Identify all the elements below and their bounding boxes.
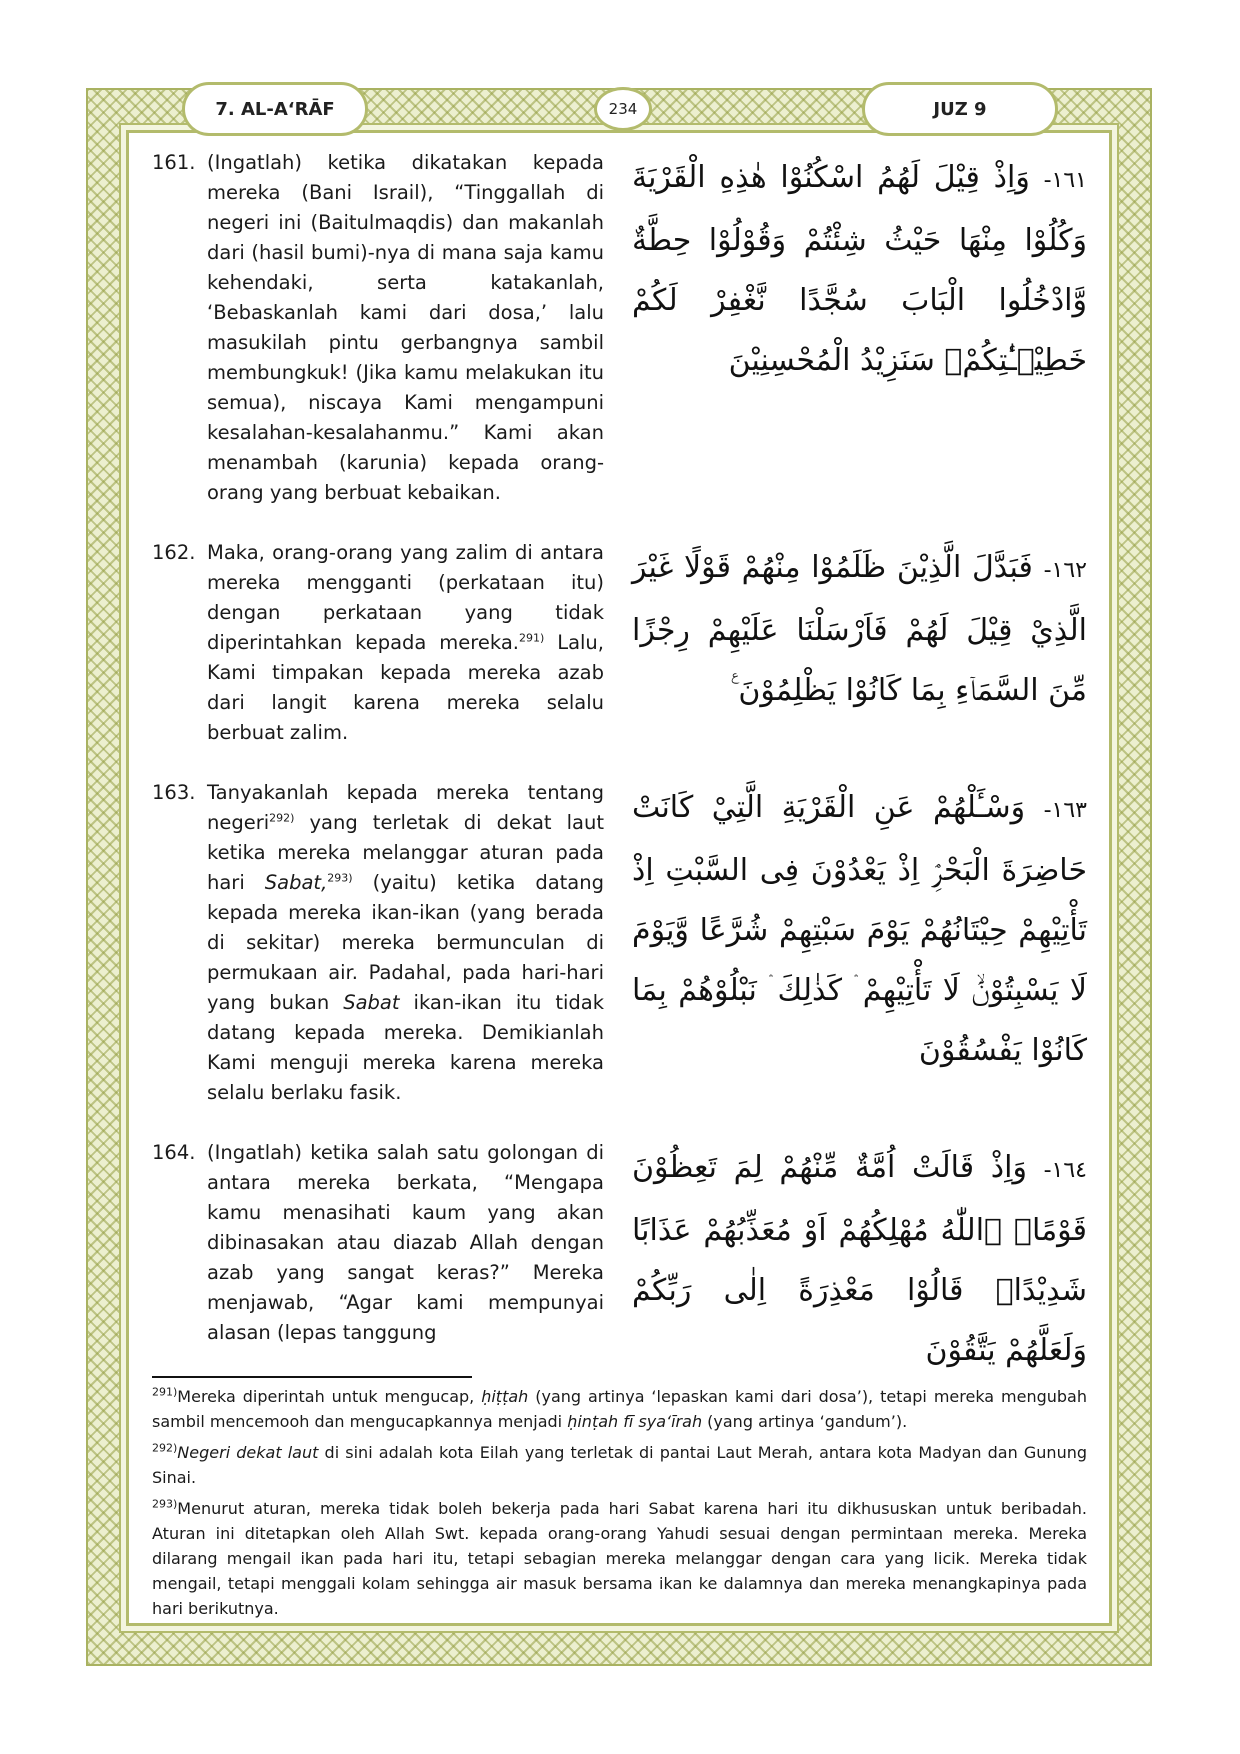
italic-term: Sabat, [264,871,328,894]
juz-label: JUZ 9 [933,98,987,120]
verse-text-part: ikan-ikan itu tidak datang kepada mereka. Demikianlah Kami menguji mereka karena mereka selalu berlaku fasik. [207,991,605,1104]
verse-text [207,538,604,748]
footnote-293 [152,1496,1087,1621]
footnote-292 [152,1440,1087,1490]
footnote-ref: 293) [327,871,353,885]
verse-164-arabic [632,1138,1087,1381]
page-number: 234 [608,100,638,118]
footnote-291 [152,1384,1087,1434]
footnote-text: (yang artinya ‘lepaskan kami dari dosa’), tetapi mereka mengubah sambil mencemooh dan mengucapkannya menjadi [152,1387,1088,1431]
verse-text-part: Tanyakanlah kepada mereka tentang negeri [207,781,604,834]
footnote-divider [152,1376,472,1378]
verse-text [207,778,604,1108]
arabic-verse-number: ١٦٣- [1043,798,1087,823]
arabic-verse-number: ١٦١- [1043,168,1087,193]
verse-text: (Ingatlah) ketika dikatakan kepada mereka (Bani Israil), “Tinggallah di negeri ini (Baitulmaqdis) dan makanlah dari (hasil bumi)-nya di mana saja kamu kehendaki, serta katakanlah, ‘Bebaskanlah kami dari dosa,’ lalu masukilah pintu gerbangnya sambil membungkuk! (Jika kamu melakukan itu semua), niscaya Kami mengampuni kesalahan-kesalahanmu.” Kami akan menambah (karunia) kepada orang-orang yang berbuat kebaikan. [207,151,604,504]
arabic-text: فَبَدَّلَ الَّذِيْنَ ظَلَمُوْا مِنْهُمْ قَوْلًا غَيْرَ الَّذِيْ قِيْلَ لَهُمْ فَاَرْسَلْنَا عَلَيْهِمْ رِجْزًا مِّنَ السَّمَاۤءِ بِمَا كَانُوْا يَظْلِمُوْنَ ࣖ [632,550,1087,708]
surah-title: 7. AL-A‘RĀF [215,98,335,120]
verse-text-part: yang terletak di dekat laut ketika mereka melanggar aturan pada hari [207,811,604,894]
arabic-verse-number: ١٦٤- [1043,1158,1087,1183]
surah-header-tab [182,82,368,136]
verse-161-translation [152,148,604,508]
verse-163-arabic [632,778,1087,1081]
verse-number: 161. [152,151,196,174]
italic-term: Sabat [343,991,400,1014]
verse-162-arabic [632,538,1087,721]
juz-header-tab [862,82,1058,136]
footnote-ref: 291) [518,631,545,645]
arabic-verse-number: ١٦٢- [1043,558,1087,583]
footnote-marker: 292) [152,1441,178,1455]
verse-number: 162. [152,541,196,564]
footnote-text: Menurut aturan, mereka tidak boleh bekerja pada hari Sabat karena hari itu dikhususkan untuk beribadah. Aturan ini ditetapkan oleh Allah Swt. kepada orang-orang Yahudi sesuai dengan permintaan mereka. Mereka dilarang mengail ikan pada hari itu, tetapi sebagian mereka melanggar dengan cara yang licik. Mereka tidak mengail, tetapi menggali kolam sehingga air masuk bersama ikan ke dalamnya dan mereka menangkapinya pada hari berikutnya. [152,1499,1087,1618]
verse-text-part: Maka, orang-orang yang zalim di antara mereka mengganti (perkataan itu) dengan perkataan yang tidak diperintahkan kepada mereka. [207,541,604,654]
footnote-text: di sini adalah kota Eilah yang terletak di pantai Laut Merah, antara kota Madyan dan Gunung Sinai. [152,1443,1088,1487]
footnote-text: Mereka diperintah untuk mengucap, [177,1387,482,1406]
italic-term: Negeri dekat laut [177,1443,319,1462]
verse-162-translation [152,538,604,748]
verse-163-translation [152,778,604,1108]
verse-number: 163. [152,781,196,804]
arabic-text: وَاِذْ قِيْلَ لَهُمُ اسْكُنُوْا هٰذِهِ الْقَرْيَةَ وَكُلُوْا مِنْهَا حَيْثُ شِئْتُمْ وَقُوْلُوْا حِطَّةٌ وَّادْخُلُوا الْبَابَ سُجَّدًا نَّغْفِرْ لَكُمْ خَطِيْۤـٰٔتِكُمْۗ سَنَزِيْدُ الْمُحْسِنِيْنَ [632,160,1087,378]
verse-text: (Ingatlah) ketika salah satu golongan di antara mereka berkata, “Mengapa kamu menasihati kaum yang akan dibinasakan atau diazab Allah dengan azab yang sangat keras?” Mereka menjawab, “Agar kami mempunyai alasan (lepas tanggung [207,1141,604,1344]
arabic-text: وَسْـَٔلْهُمْ عَنِ الْقَرْيَةِ الَّتِيْ كَانَتْ حَاضِرَةَ الْبَحْرِۘ اِذْ يَعْدُوْنَ فِى السَّبْتِ اِذْ تَأْتِيْهِمْ حِيْتَانُهُمْ يَوْمَ سَبْتِهِمْ شُرَّعًا وَّيَوْمَ لَا يَسْبِتُوْنَۙ لَا تَأْتِيْهِمْ ۛ كَذٰلِكَ ۛ نَبْلُوْهُمْ بِمَا كَانُوْا يَفْسُقُوْنَ [632,790,1087,1068]
page-number-badge [594,87,652,131]
verse-number: 164. [152,1141,196,1164]
italic-term: ḥiṭṭah [481,1387,529,1406]
footnote-marker: 293) [152,1497,178,1511]
footnote-ref: 292) [269,811,295,825]
footnote-marker: 291) [152,1385,178,1399]
verse-164-translation [152,1138,604,1348]
italic-term: ḥinṭah fī sya‘īrah [567,1412,703,1431]
verse-text-part: Lalu, Kami timpakan kepada mereka azab dari langit karena mereka selalu berbuat zalim. [207,631,604,744]
arabic-text: وَاِذْ قَالَتْ اُمَّةٌ مِّنْهُمْ لِمَ تَعِظُوْنَ قَوْمًاۙ ۨاللّٰهُ مُهْلِكُهُمْ اَوْ مُعَذِّبُهُمْ عَذَابًا شَدِيْدًاۗ قَالُوْا مَعْذِرَةً اِلٰى رَبِّكُمْ وَلَعَلَّهُمْ يَتَّقُوْنَ [632,1150,1087,1368]
verse-161-arabic [632,148,1087,391]
footnote-text: (yang artinya ‘gandum’). [702,1412,908,1431]
verse-text-part: (yaitu) ketika datang kepada mereka ikan-ikan (yang berada di sekitar) mereka bermunculan di permukaan air. Padahal, pada hari-hari yang bukan [207,871,604,1014]
